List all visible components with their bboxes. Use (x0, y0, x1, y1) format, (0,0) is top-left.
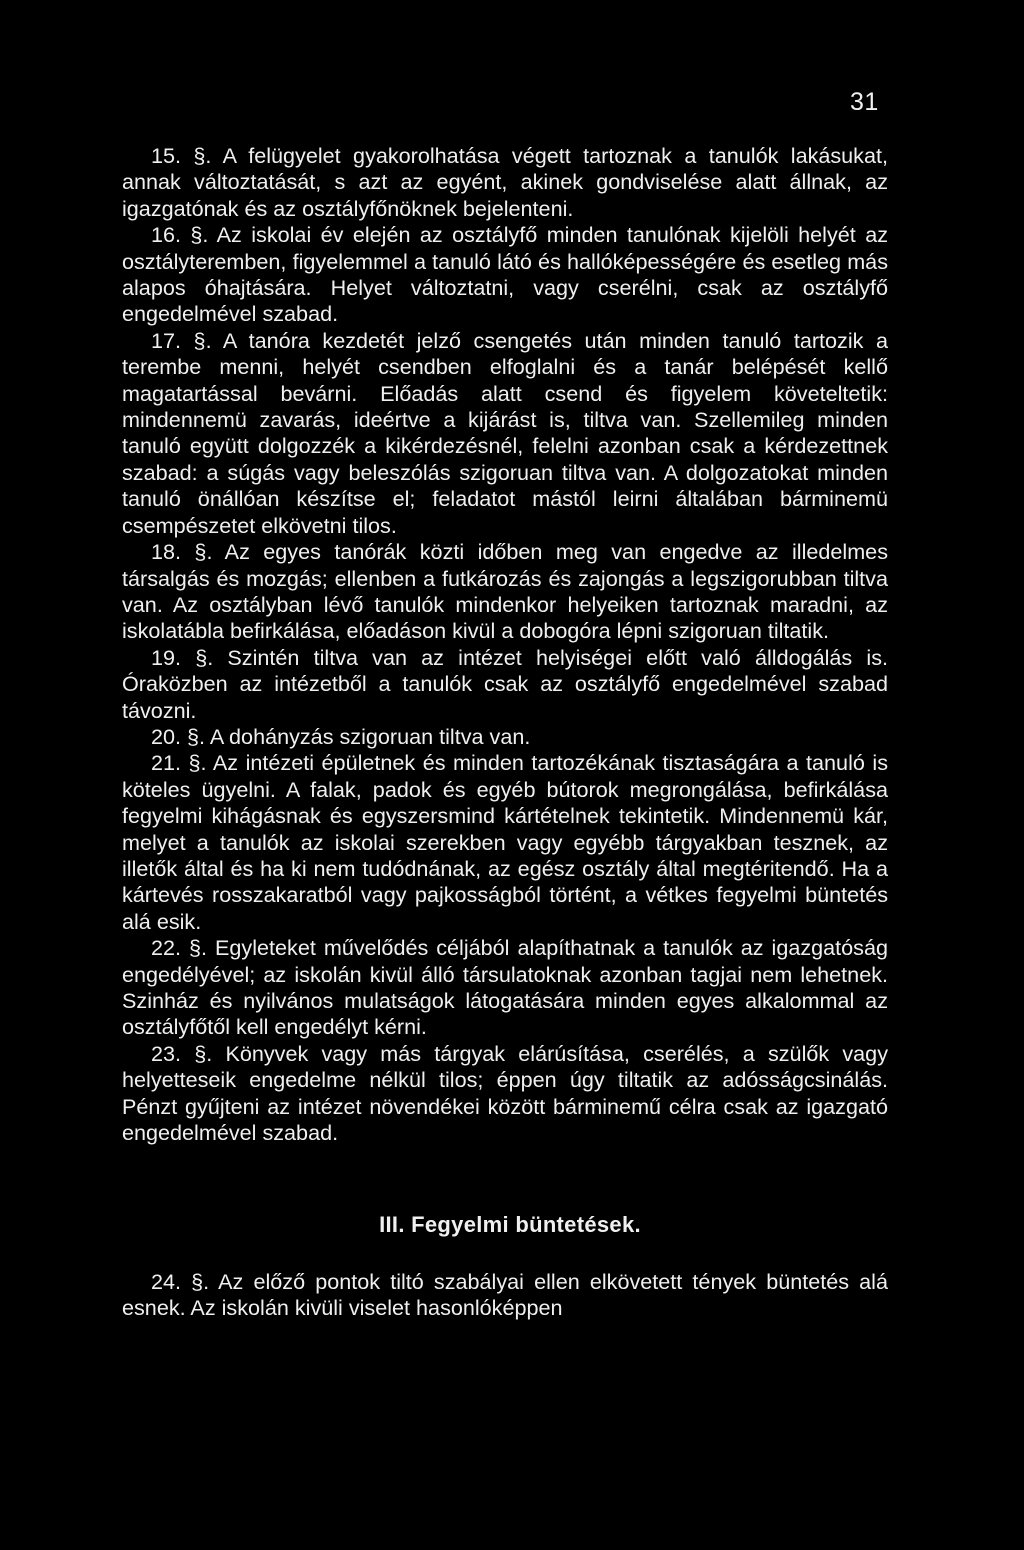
paragraph-16: 16. §. Az iskolai év elején az osztályfő minden tanulónak kijelöli helyét az osztályteremben, figyelemmel a tanuló látó és hallóképességére és esetleg más alapos óhajtására. Helyet változtatni, vagy cserélni, csak az osztályfő engedelmével szabad. (122, 222, 888, 327)
paragraph-23: 23. §. Könyvek vagy más tárgyak elárúsítása, cserélés, a szülők vagy helyetteseik engedelme nélkül tilos; éppen úgy tiltatik az adósságcsinálás. Pénzt gyűjteni az intézet növendékei között bárminemű célra csak az igazgató engedelmével szabad. (122, 1040, 888, 1146)
paragraph-19: 19. §. Szintén tiltva van az intézet helyiségei előtt való álldogálás is. Óraközben az intézetből a tanulók csak az osztályfő engedelmével szabad távozni. (122, 644, 888, 723)
paragraph-18: 18. §. Az egyes tanórák közti időben meg van engedve az illedelmes társalgás és mozgás; ellenben a futkározás és zajongás a legszigorubban tiltva van. Az osztályban lévő tanulók mindenkor helyeiken tartoznak maradni, az iskolatábla befirkálása, előadáson kivül a dobogóra lépni szigoruan tiltatik. (122, 539, 888, 644)
paragraph-17: 17. §. A tanóra kezdetét jelző csengetés után minden tanuló tartozik a terembe menni, helyét csendben elfoglalni és a tanár belépését kellő magatartással bevárni. Előadás alatt csend és figyelem követeltetik: mindennemü zavarás, ideértve a kijárást is, tiltva van. Szellemileg minden tanuló együtt dolgozzék a kikérdezésnél, felelni azonban csak a kérdezettnek szabad: a súgás vagy beleszólás szigoruan tiltva van. A dolgozatokat minden tanuló önállóan készítse el; feladatot mástól leirni általában bárminemü csempészetet elkövetni tilos. (122, 327, 888, 538)
paragraph-24: 24. §. Az előző pontok tiltó szabályai ellen elkövetett tények büntetés alá esnek. Az iskolán kivüli viselet hasonlóképpen (122, 1268, 888, 1321)
page-number: 31 (850, 88, 879, 116)
document-body (122, 143, 888, 1322)
section-heading: III. Fegyelmi büntetések. (379, 1212, 641, 1238)
paragraph-21: 21. §. Az intézeti épületnek és minden tartozékának tisztaságára a tanuló is köteles ügyelni. A falak, padok és egyéb bútorok megrongálása, befirkálása fegyelmi kihágásnak és egyszersmind kártételnek tekintetik. Mindennemü kár, melyet a tanulók az iskolai szerekben vagy egyébb tárgyakban tesznek, az illetők által és ha ki nem tudódnának, az egész osztály által megtéritendő. Ha a kártevés rosszakaratból vagy pajkosságból történt, a vétkes fegyelmi büntetés alá esik. (122, 750, 888, 934)
paragraph-20: 20. §. A dohányzás szigoruan tiltva van. (151, 723, 531, 749)
paragraph-15: 15. §. A felügyelet gyakorolhatása végett tartoznak a tanulók lakásukat, annak változtatását, s azt az egyént, akinek gondviselése alatt állnak, az igazgatónak és az osztályfőnöknek bejelenteni. (122, 143, 888, 221)
paragraph-22: 22. §. Egyleteket művelődés céljából alapíthatnak a tanulók az igazgatóság engedélyével; az iskolán kivül álló társulatoknak azonban tagjai nem lehetnek. Szinház és nyilvános mulatságok látogatására minden egyes alkalommal az osztályfőtől kell engedélyt kérni. (122, 935, 888, 1040)
